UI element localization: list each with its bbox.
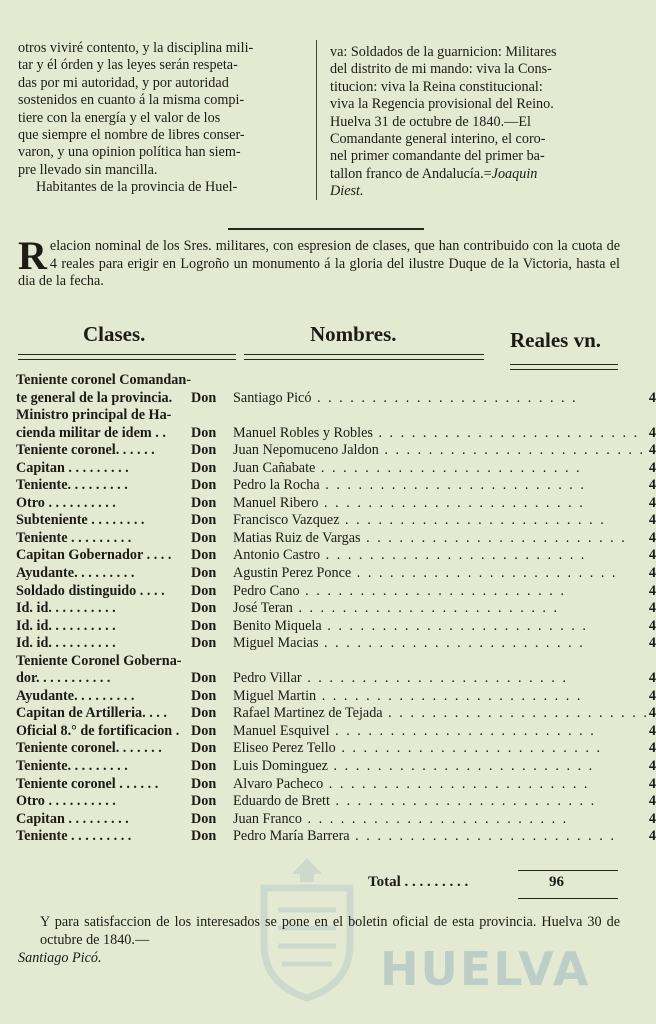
right-column-text [330, 44, 612, 201]
intro-paragraph [18, 233, 620, 291]
don-prefix: Don [191, 722, 217, 739]
don-prefix: Don [191, 687, 217, 704]
leader-dots: . . . . . . . . . . . . . . . . . . . . . . . . [319, 477, 586, 494]
leader-dots: . . . . . . . . . . . . . . . . . . . . . . . . [329, 793, 597, 810]
nombre-cell [191, 460, 649, 478]
leader-dots: . . . . . . . . . . . . . . . . . . . . . . . . [327, 758, 595, 775]
text-line: Huelva 31 de octubre de 1840.—El [330, 113, 531, 130]
text-fragment: tallon franco de Andalucía.= [330, 165, 492, 182]
person-name: Juan Cañabate [233, 459, 316, 476]
leader-dots: . . . . . . . . . . . . . . . . . . . . . . . . [301, 810, 569, 827]
table-row [16, 425, 656, 443]
person-name: Manuel Ribero [233, 494, 319, 511]
table-row [16, 495, 656, 513]
clase-cell: Capitan . . . . . . . . . [16, 810, 129, 827]
closing-text: Y para satisfaccion de los interesados se pone en el boletin oficial de esta provincia. Huelva 30 de octubre de 1840.— [40, 914, 620, 948]
clase-cell: Capitan Gobernador . . . . [16, 547, 172, 564]
nombre-cell [191, 407, 649, 425]
clase-cell: Soldado distinguido . . . . [16, 582, 165, 599]
person-name: Miguel Macias [233, 635, 319, 652]
leader-dots: . . . . . . . . . . . . . . . . . . . . . . . . [318, 635, 585, 652]
person-name: Juan Franco [233, 810, 302, 827]
reales-cell: 4 [648, 740, 656, 757]
clase-cell: Id. id. . . . . . . . . . [16, 617, 116, 634]
leader-dots: . . . . . . . . . . . . . . . . . . . . . . . . [339, 512, 606, 529]
table-row [16, 547, 656, 565]
leader-dots: . . . . . . . . . . . . . . . . . . . . . . . . [301, 670, 568, 687]
reales-cell: 4 [648, 670, 656, 687]
reales-cell: 4 [648, 687, 656, 704]
person-name: Pedro María Barrera [233, 828, 350, 845]
clase-cell: Capitan de Artilleria. . . . [16, 705, 167, 722]
reales-cell: 4 [648, 582, 656, 599]
header-rule [510, 364, 618, 370]
clase-cell: Capitan . . . . . . . . . [16, 459, 129, 476]
nombre-cell [191, 583, 649, 601]
person-name: Manuel Esquivel [233, 722, 330, 739]
leader-dots: . . . . . . . . . . . . . . . . . . . . . . . . [349, 828, 616, 845]
nombre-cell [191, 653, 649, 671]
clase-cell: Teniente . . . . . . . . . [16, 828, 132, 845]
leader-dots: . . . . . . . . . . . . . . . . . . . . . . . . [335, 740, 603, 757]
table-row [16, 372, 656, 390]
nombre-cell [191, 618, 649, 636]
header-clases: Clases. [83, 322, 146, 346]
clase-cell: Teniente Coronel Goberna- [16, 652, 182, 669]
reales-cell [649, 653, 656, 671]
text-line: Habitantes de la provincia de Huel- [36, 179, 238, 196]
person-name: Eduardo de Brett [233, 793, 330, 810]
contributors-table-body [16, 372, 656, 846]
table-row [16, 811, 656, 829]
person-name: Matias Ruiz de Vargas [233, 529, 361, 546]
nombre-cell [191, 442, 649, 460]
nombre-cell [191, 477, 649, 495]
leader-dots: . . . . . . . . . . . . . . . . . . . . . . . . [311, 389, 578, 406]
table-row [16, 512, 656, 530]
leader-dots: . . . . . . . . . . . . . . . . . . . . . . . . [372, 424, 640, 441]
don-prefix: Don [191, 758, 217, 775]
leader-dots: . . . . . . . . . . . . . . . . . . . . . . . . [316, 687, 583, 704]
header-rule [244, 354, 484, 360]
table-row [16, 600, 656, 618]
nombre-cell [191, 600, 649, 618]
text-line: Comandante general interino, el coro- [330, 131, 546, 148]
nombre-cell [191, 828, 649, 846]
person-name: Pedro Villar [233, 670, 302, 687]
reales-cell: 4 [648, 565, 656, 582]
text-line: que siempre el nombre de libres conser- [18, 127, 245, 144]
left-column-text [18, 40, 303, 197]
table-row [16, 776, 656, 794]
reales-cell: 4 [648, 810, 656, 827]
reales-cell: 4 [648, 389, 656, 406]
don-prefix: Don [191, 442, 217, 459]
clase-cell: Teniente coronel Comandan- [16, 372, 191, 388]
clase-cell: te general de la provincia. [16, 389, 173, 406]
don-prefix: Don [191, 389, 217, 406]
clase-cell: Ayudante. . . . . . . . . [16, 687, 135, 704]
don-prefix: Don [191, 635, 217, 652]
closing-signature: Santiago Picó. [18, 950, 102, 966]
don-prefix: Don [191, 810, 217, 827]
drop-cap: R [18, 233, 47, 278]
table-row [16, 407, 656, 425]
nombre-cell [191, 530, 649, 548]
table-row [16, 688, 656, 706]
text-line [330, 183, 612, 200]
reales-cell: 4 [648, 442, 656, 459]
clase-cell: Otro . . . . . . . . . . [16, 494, 116, 511]
nombre-cell [191, 390, 649, 408]
table-row [16, 477, 656, 495]
don-prefix: Don [191, 529, 217, 546]
contributors-table [16, 372, 656, 846]
don-prefix: Don [191, 828, 217, 845]
reales-cell: 4 [648, 635, 656, 652]
total-row [368, 874, 564, 891]
text-line [330, 166, 612, 183]
text-line: titucion: viva la Reina constitucional: [330, 78, 543, 95]
nombre-cell [191, 793, 649, 811]
leader-dots: . . . . . . . . . . . . . . . . . . . . . . . . [382, 705, 649, 722]
leader-dots: . . . . . . . . . . . . . . . . . . . . . . . . [292, 600, 560, 617]
table-row [16, 565, 656, 583]
text-line: tiere con la energía y el valor de los [18, 109, 221, 126]
nombre-cell [191, 705, 649, 723]
text-line: varon, y una opinion política han siem- [18, 144, 241, 161]
person-name: Santiago Picó [233, 389, 312, 406]
person-name: Juan Nepomuceno Jaldon [233, 442, 379, 459]
person-name: Manuel Robles y Robles [233, 424, 373, 441]
table-row [16, 390, 656, 408]
person-name: Alvaro Pacheco [233, 775, 324, 792]
person-name: Agustin Perez Ponce [233, 565, 352, 582]
clase-cell: Otro . . . . . . . . . . [16, 793, 116, 810]
nombre-cell [191, 740, 649, 758]
reales-cell: 4 [648, 424, 656, 441]
table-row [16, 705, 656, 723]
nombre-cell [191, 425, 649, 443]
table-row [16, 635, 656, 653]
clase-cell: Ayudante. . . . . . . . . [16, 565, 135, 582]
person-name: Benito Miquela [233, 617, 322, 634]
nombre-cell [191, 776, 649, 794]
text-line: va: Soldados de la guarnicion: Militares [330, 44, 557, 60]
reales-cell: 4 [648, 494, 656, 511]
nombre-cell [191, 758, 649, 776]
person-name: Eliseo Perez Tello [233, 740, 336, 757]
reales-cell: 4 [648, 459, 656, 476]
table-row [16, 460, 656, 478]
clase-cell: Teniente. . . . . . . . . [16, 477, 128, 494]
person-name: Rafael Martinez de Tejada [233, 705, 383, 722]
person-name: Francisco Vazquez [233, 512, 340, 529]
reales-cell: 4 [648, 775, 656, 792]
don-prefix: Don [191, 670, 217, 687]
reales-cell: 4 [648, 793, 656, 810]
clase-cell: Teniente coronel . . . . . . [16, 775, 159, 792]
reales-cell [649, 407, 656, 425]
clase-cell: Teniente coronel. . . . . . . [16, 740, 162, 757]
person-name: Antonio Castro [233, 547, 321, 564]
leader-dots: . . . . . . . . . . . . . . . . . . . . . . . . [360, 529, 627, 546]
total-value: 96 [549, 874, 564, 890]
reales-cell: 4 [648, 512, 656, 529]
table-row [16, 740, 656, 758]
text-line: nel primer comandante del primer ba- [330, 148, 545, 165]
table-row [16, 793, 656, 811]
clase-cell: Oficial 8.° de fortificacion . [16, 722, 180, 739]
person-name: Pedro la Rocha [233, 477, 320, 494]
don-prefix: Don [191, 775, 217, 792]
leader-dots: . . . . . . . . . . . . . . . . . . . . . . . . [323, 775, 590, 792]
person-name: Luis Dominguez [233, 758, 328, 775]
table-row [16, 653, 656, 671]
table-row [16, 618, 656, 636]
clase-cell: Id. id. . . . . . . . . . [16, 600, 116, 617]
total-rule [518, 870, 618, 871]
intro-text: elacion nominal de los Sres. militares, con espresion de clases, que han contribuido con la cuota de 4 reales para erigir en Logroño un monumento á la gloria del ilustre Duque de la Victoria, hasta el dia de la fecha. [18, 238, 620, 290]
text-line: pre llevado sin mancilla. [18, 161, 158, 178]
table-row [16, 442, 656, 460]
leader-dots: . . . . . . . . . . . . . . . . . . . . . . . . [321, 617, 588, 634]
clase-cell: dor. . . . . . . . . . . [16, 670, 111, 687]
reales-cell: 4 [648, 758, 656, 775]
table-row [16, 583, 656, 601]
nombre-cell [191, 635, 649, 653]
nombre-cell [191, 372, 649, 390]
watermark-huelva: HUELVA [380, 942, 591, 996]
don-prefix: Don [191, 547, 217, 564]
table-row [16, 670, 656, 688]
leader-dots: . . . . . . . . . . . . . . . . . . . . . . . . [351, 565, 618, 582]
don-prefix: Don [191, 459, 217, 476]
leader-dots: . . . . . . . . . . . . . . . . . . . . . . . . [315, 459, 582, 476]
reales-cell: 4 [648, 828, 656, 845]
header-nombres: Nombres. [310, 322, 397, 346]
don-prefix: Don [191, 740, 217, 757]
signature-first-name: Joaquin [491, 165, 538, 182]
reales-cell [649, 372, 656, 390]
don-prefix: Don [191, 617, 217, 634]
table-row [16, 530, 656, 548]
header-reales: Reales vn. [510, 328, 601, 352]
reales-cell: 4 [648, 600, 656, 617]
text-line: viva la Regencia provisional del Reino. [330, 96, 554, 113]
leader-dots: . . . . . . . . . . . . . . . . . . . . . . . . [378, 442, 646, 459]
clase-cell: Teniente. . . . . . . . . [16, 758, 128, 775]
total-label: Total . . . . . . . . . [368, 874, 469, 890]
total-rule [518, 898, 618, 899]
person-name: Miguel Martin [233, 687, 317, 704]
table-row [16, 758, 656, 776]
nombre-cell [191, 688, 649, 706]
person-name: Pedro Cano [233, 582, 300, 599]
clase-cell: Teniente . . . . . . . . . [16, 529, 132, 546]
text-line: tar y él órden y las leyes serán respeta- [18, 57, 238, 74]
clase-cell: Subteniente . . . . . . . . [16, 512, 145, 529]
person-name: José Teran [233, 600, 293, 617]
clase-cell: Id. id. . . . . . . . . . [16, 635, 116, 652]
closing-paragraph [18, 913, 620, 967]
reales-cell: 4 [648, 547, 656, 564]
text-line: otros viviré contento, y la disciplina mili- [18, 40, 254, 56]
nombre-cell [191, 723, 649, 741]
table-row [16, 828, 656, 846]
don-prefix: Don [191, 424, 217, 441]
don-prefix: Don [191, 582, 217, 599]
nombre-cell [191, 547, 649, 565]
leader-dots: . . . . . . . . . . . . . . . . . . . . . . . . [299, 582, 566, 599]
clase-cell: cienda militar de idem . . [16, 424, 166, 441]
header-rule [18, 354, 236, 360]
don-prefix: Don [191, 565, 217, 582]
text-line: del distrito de mi mando: viva la Cons- [330, 61, 552, 78]
table-row [16, 723, 656, 741]
section-rule [228, 228, 424, 230]
text-line: das por mi autoridad, y por autoridad [18, 74, 229, 91]
nombre-cell [191, 670, 649, 688]
reales-cell: 4 [648, 529, 656, 546]
don-prefix: Don [191, 793, 217, 810]
leader-dots: . . . . . . . . . . . . . . . . . . . . . . . . [320, 547, 587, 564]
don-prefix: Don [191, 705, 217, 722]
nombre-cell [191, 495, 649, 513]
reales-cell: 4 [648, 617, 656, 634]
don-prefix: Don [191, 477, 217, 494]
reales-cell: 4 [648, 722, 656, 739]
don-prefix: Don [191, 600, 217, 617]
clase-cell: Teniente coronel. . . . . . [16, 442, 155, 459]
reales-cell: 4 [648, 705, 656, 722]
nombre-cell [191, 565, 649, 583]
column-divider [316, 40, 317, 200]
reales-cell: 4 [648, 477, 656, 494]
leader-dots: . . . . . . . . . . . . . . . . . . . . . . . . [318, 494, 585, 511]
nombre-cell [191, 512, 649, 530]
don-prefix: Don [191, 494, 217, 511]
signature-last-name: Diest. [330, 183, 364, 200]
text-line: sostenidos en cuanto á la misma compi- [18, 92, 245, 109]
leader-dots: . . . . . . . . . . . . . . . . . . . . . . . . [329, 722, 596, 739]
don-prefix: Don [191, 512, 217, 529]
clase-cell: Ministro principal de Ha- [16, 407, 172, 424]
nombre-cell [191, 811, 649, 829]
